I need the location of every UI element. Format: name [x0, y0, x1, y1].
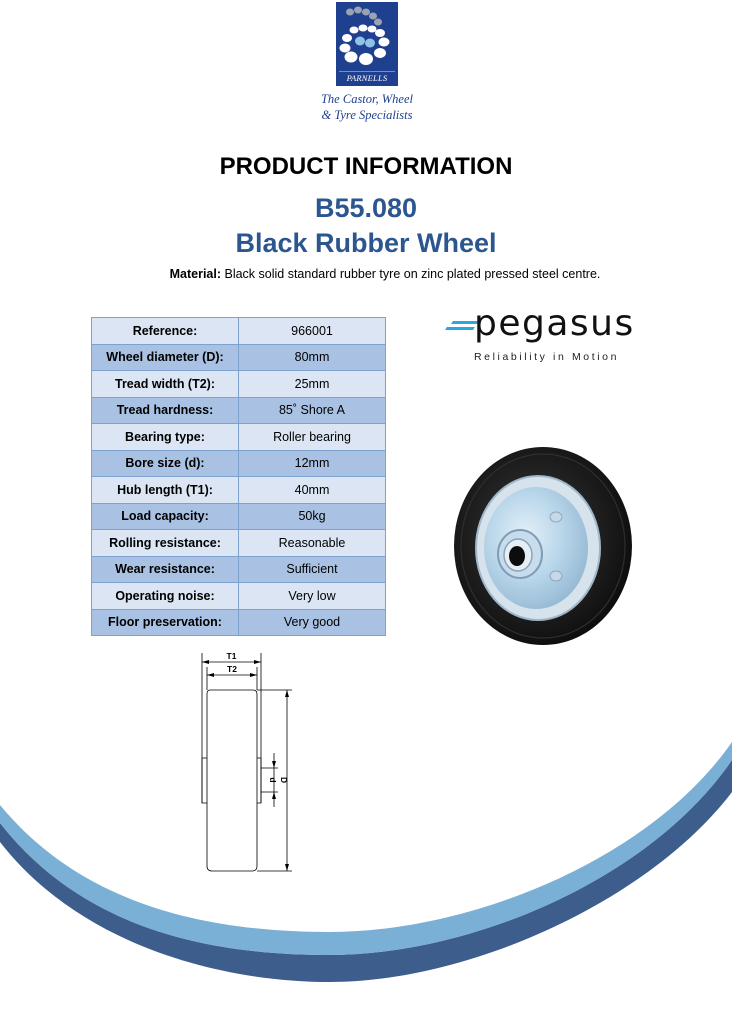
spec-value: 50kg — [239, 503, 386, 530]
spec-value: Sufficient — [239, 556, 386, 583]
spec-label: Hub length (T1): — [92, 477, 239, 504]
dim-label-t1: T1 — [226, 651, 237, 661]
material-label: Material: — [169, 267, 222, 281]
spec-value: 12mm — [239, 450, 386, 477]
spec-value: Reasonable — [239, 530, 386, 557]
product-code: B55.080 — [314, 193, 418, 223]
tagline-line1: The Castor, Wheel — [320, 92, 413, 106]
logo-name: PARNELLS — [346, 73, 388, 83]
spec-label: Wear resistance: — [92, 556, 239, 583]
spec-label: Bore size (d): — [92, 450, 239, 477]
spec-value: 80mm — [239, 344, 386, 371]
spec-value: Very good — [239, 609, 386, 636]
spec-label: Floor preservation: — [92, 609, 239, 636]
dim-label-t2: T2 — [227, 664, 237, 674]
spec-value: Roller bearing — [239, 424, 386, 451]
spec-value: 25mm — [239, 371, 386, 398]
product-name: Black Rubber Wheel — [235, 228, 497, 258]
material-value: Black solid standard rubber tyre on zinc plated pressed steel centre. — [221, 267, 601, 281]
spec-label: Rolling resistance: — [92, 530, 239, 557]
spec-label: Reference: — [92, 318, 239, 345]
spec-label: Tread hardness: — [92, 397, 239, 424]
spec-value: 40mm — [239, 477, 386, 504]
spec-label: Tread width (T2): — [92, 371, 239, 398]
page-heading: PRODUCT INFORMATION — [219, 153, 513, 180]
pegasus-wordmark: pegasus — [474, 303, 635, 344]
spec-label: Wheel diameter (D): — [92, 344, 239, 371]
spec-label: Load capacity: — [92, 503, 239, 530]
dim-label-bore: d — [268, 777, 278, 783]
spec-value: Very low — [239, 583, 386, 610]
spec-label: Operating noise: — [92, 583, 239, 610]
tagline-line2: & Tyre Specialists — [321, 108, 413, 122]
spec-value: 85˚ Shore A — [239, 397, 386, 424]
dim-label-diameter: D — [279, 776, 289, 784]
spec-label: Bearing type: — [92, 424, 239, 451]
spec-value: 966001 — [239, 318, 386, 345]
pegasus-tagline: Reliability in Motion — [474, 351, 620, 363]
